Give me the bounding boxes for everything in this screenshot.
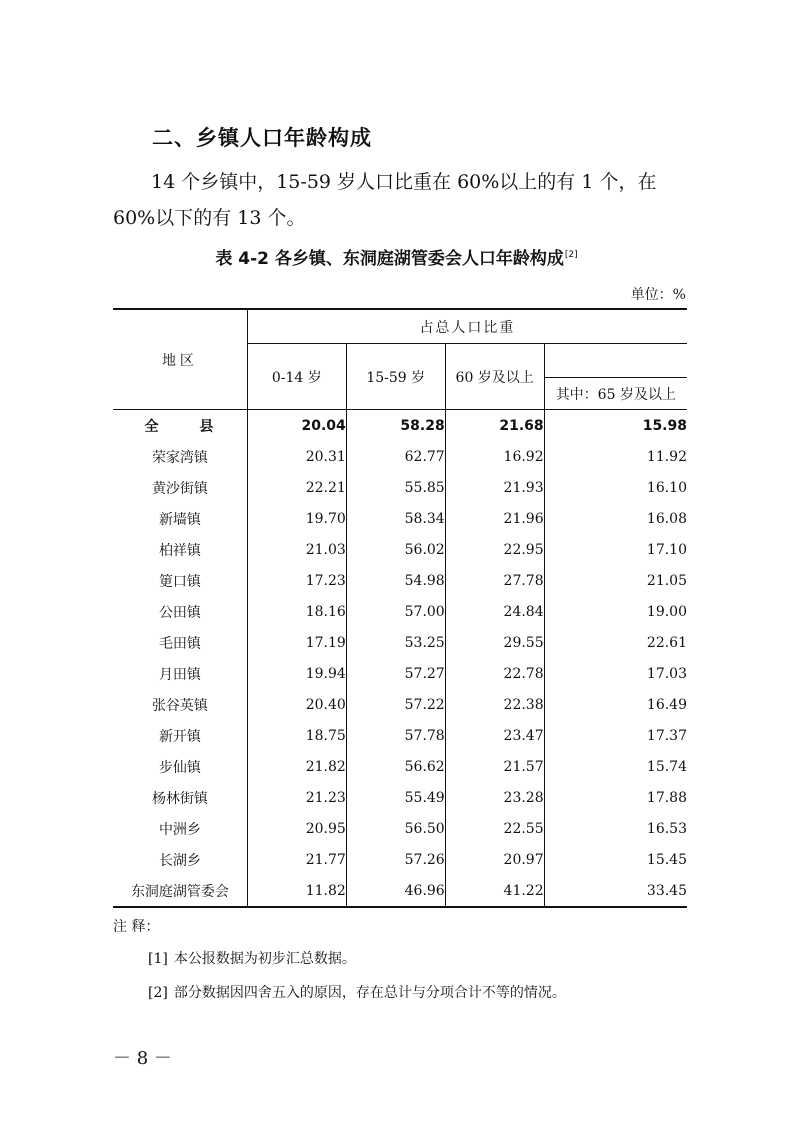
cell-60-plus: 21.57 xyxy=(445,751,544,782)
note-text: 本公报数据为初步汇总数据。 xyxy=(173,951,356,967)
age-structure-table xyxy=(113,308,687,908)
cell-15-59: 57.22 xyxy=(346,689,445,720)
cell-65-plus: 15.74 xyxy=(646,758,687,775)
cell-0-14: 20.04 xyxy=(247,410,346,442)
row-region-name: 月田镇 xyxy=(113,658,247,689)
cell-15-59: 56.62 xyxy=(346,751,445,782)
row-region-name: 柏祥镇 xyxy=(113,534,247,565)
paragraph-line-1: 14 个乡镇中，15-59 岁人口比重在 60%以上的有 1 个，在 xyxy=(151,171,657,193)
cell-60-plus: 22.78 xyxy=(445,658,544,689)
table-caption-text: 表 4-2 各乡镇、东洞庭湖管委会人口年龄构成 xyxy=(215,249,564,269)
col-header-0-14: 0-14 岁 xyxy=(247,344,346,410)
cell-15-59: 53.25 xyxy=(346,627,445,658)
cell-65-plus: 21.05 xyxy=(646,572,687,589)
col-header-15-59: 15-59 岁 xyxy=(346,344,445,410)
cell-0-14: 21.03 xyxy=(247,534,346,565)
cell-60-plus: 29.55 xyxy=(445,627,544,658)
cell-65-plus: 16.10 xyxy=(646,479,687,496)
table-caption xyxy=(0,244,793,269)
row-region-name: 毛田镇 xyxy=(113,627,247,658)
cell-65-plus: 15.45 xyxy=(646,851,687,868)
table-row xyxy=(113,565,687,596)
row-region-name: 新开镇 xyxy=(113,720,247,751)
cell-0-14: 20.40 xyxy=(247,689,346,720)
cell-15-59: 56.50 xyxy=(346,813,445,844)
table-row xyxy=(113,658,687,689)
cell-65-plus: 17.88 xyxy=(646,789,687,806)
cell-0-14: 18.75 xyxy=(247,720,346,751)
cell-65-plus: 33.45 xyxy=(544,875,687,907)
notes-title: 注 释： xyxy=(113,919,160,935)
cell-15-59: 57.27 xyxy=(346,658,445,689)
cell-60-plus: 27.78 xyxy=(445,565,544,596)
cell-60-plus: 21.93 xyxy=(445,472,544,503)
page-number: － 8 － xyxy=(113,1048,172,1069)
table-row xyxy=(113,596,687,627)
cell-15-59: 57.00 xyxy=(346,596,445,627)
cell-0-14: 19.94 xyxy=(247,658,346,689)
table-row xyxy=(113,782,687,813)
cell-15-59: 58.28 xyxy=(346,410,445,442)
note-item-1 xyxy=(148,948,356,968)
table-row xyxy=(113,534,687,565)
cell-65-plus: 15.98 xyxy=(642,417,687,434)
cell-0-14: 11.82 xyxy=(247,875,346,907)
cell-0-14: 21.77 xyxy=(247,844,346,875)
share-header: 占总人口比重 xyxy=(247,309,687,344)
table-row xyxy=(113,472,687,503)
cell-60-plus: 23.47 xyxy=(445,720,544,751)
note-item-2 xyxy=(148,982,566,1002)
cell-60-plus: 22.38 xyxy=(445,689,544,720)
cell-15-59: 57.78 xyxy=(346,720,445,751)
row-region-name: 新墙镇 xyxy=(113,503,247,534)
cell-60-plus: 22.55 xyxy=(445,813,544,844)
cell-15-59: 55.49 xyxy=(346,782,445,813)
region-header: 地区 xyxy=(113,309,247,410)
row-region-name: 长湖乡 xyxy=(113,844,247,875)
table-row-total xyxy=(113,410,687,442)
cell-65-plus: 22.61 xyxy=(646,634,687,651)
cell-0-14: 20.95 xyxy=(247,813,346,844)
cell-60-plus: 22.95 xyxy=(445,534,544,565)
col-header-60-plus: 60 岁及以上 xyxy=(445,344,544,410)
cell-15-59: 54.98 xyxy=(346,565,445,596)
row-region-name: 筻口镇 xyxy=(113,565,247,596)
cell-0-14: 20.31 xyxy=(247,441,346,472)
table-row xyxy=(113,627,687,658)
cell-0-14: 17.23 xyxy=(247,565,346,596)
cell-60-plus: 21.68 xyxy=(445,410,544,442)
cell-0-14: 18.16 xyxy=(247,596,346,627)
cell-65-plus: 16.08 xyxy=(646,510,687,527)
cell-15-59: 46.96 xyxy=(346,875,445,907)
cell-0-14: 21.23 xyxy=(247,782,346,813)
caption-footnote-ref: [2] xyxy=(564,250,578,261)
cell-15-59: 58.34 xyxy=(346,503,445,534)
table-row xyxy=(113,720,687,751)
note-tag: [1] xyxy=(148,951,168,967)
cell-15-59: 62.77 xyxy=(346,441,445,472)
cell-0-14: 17.19 xyxy=(247,627,346,658)
row-region-name: 荣家湾镇 xyxy=(113,441,247,472)
cell-65-plus: 19.00 xyxy=(646,603,687,620)
unit-label: 单位：% xyxy=(630,287,686,303)
col-header-65-plus: 其中：65 岁及以上 xyxy=(544,378,687,410)
note-tag: [2] xyxy=(148,985,168,1001)
table-row xyxy=(113,813,687,844)
col-header-spacer xyxy=(544,344,687,378)
row-region-name: 东洞庭湖管委会 xyxy=(113,875,247,907)
cell-65-plus: 17.37 xyxy=(646,727,687,744)
row-region-name: 中洲乡 xyxy=(113,813,247,844)
cell-0-14: 22.21 xyxy=(247,472,346,503)
cell-15-59: 56.02 xyxy=(346,534,445,565)
cell-65-plus: 16.53 xyxy=(646,820,687,837)
table-row xyxy=(113,503,687,534)
cell-65-plus: 17.03 xyxy=(646,665,687,682)
cell-65-plus: 11.92 xyxy=(646,448,687,465)
row-region-name: 黄沙街镇 xyxy=(113,472,247,503)
section-heading: 二、乡镇人口年龄构成 xyxy=(152,126,372,150)
cell-0-14: 21.82 xyxy=(247,751,346,782)
cell-65-plus: 17.10 xyxy=(646,541,687,558)
row-region-name: 公田镇 xyxy=(113,596,247,627)
table-row xyxy=(113,875,687,907)
cell-60-plus: 16.92 xyxy=(445,441,544,472)
cell-60-plus: 41.22 xyxy=(445,875,544,907)
row-region-name: 张谷英镇 xyxy=(113,689,247,720)
row-region-name: 杨林街镇 xyxy=(113,782,247,813)
cell-60-plus: 23.28 xyxy=(445,782,544,813)
note-text: 部分数据因四舍五入的原因，存在总计与分项合计不等的情况。 xyxy=(173,985,566,1001)
table-row xyxy=(113,751,687,782)
paragraph-line-2: 60%以下的有 13 个。 xyxy=(113,207,306,229)
cell-60-plus: 20.97 xyxy=(445,844,544,875)
table-body xyxy=(113,410,687,908)
row-region-name: 步仙镇 xyxy=(113,751,247,782)
intro-paragraph xyxy=(113,164,693,236)
cell-15-59: 57.26 xyxy=(346,844,445,875)
table-row xyxy=(113,689,687,720)
cell-15-59: 55.85 xyxy=(346,472,445,503)
table-row xyxy=(113,441,687,472)
row-region-name: 全 县 xyxy=(113,410,247,442)
cell-60-plus: 21.96 xyxy=(445,503,544,534)
cell-0-14: 19.70 xyxy=(247,503,346,534)
table-row xyxy=(113,844,687,875)
cell-60-plus: 24.84 xyxy=(445,596,544,627)
cell-65-plus: 16.49 xyxy=(646,696,687,713)
